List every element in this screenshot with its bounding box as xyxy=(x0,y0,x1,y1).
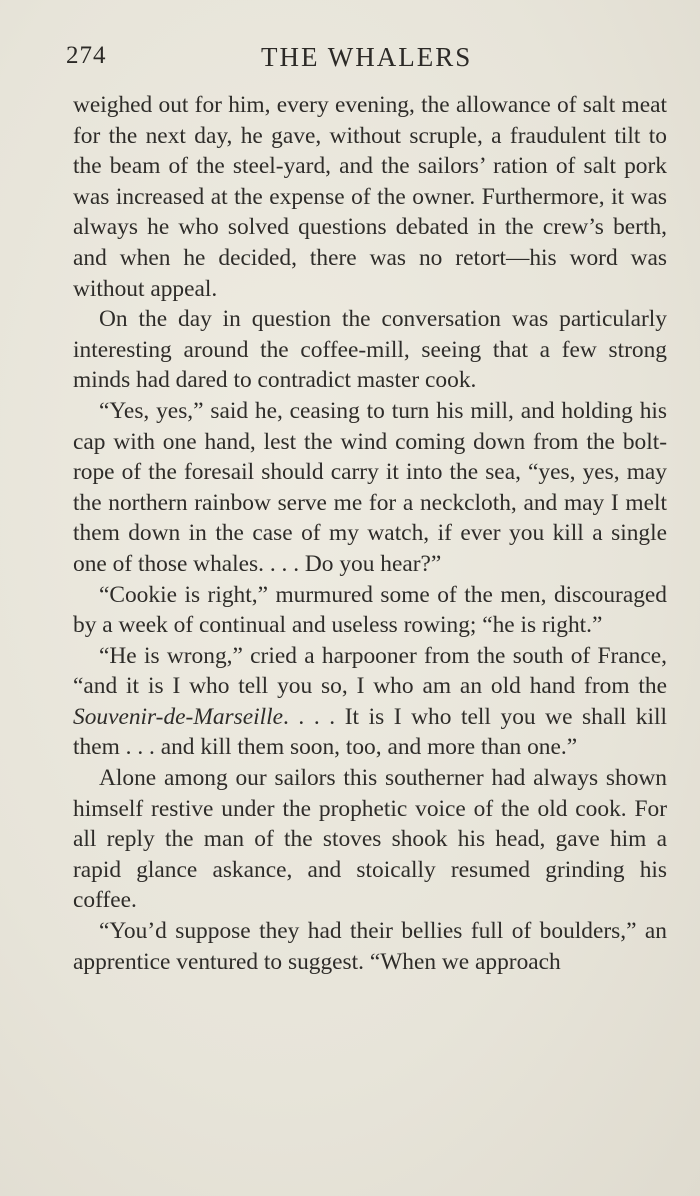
page-header xyxy=(66,42,666,78)
page-number: 274 xyxy=(66,42,107,69)
paragraph: “Cookie is right,” murmured some of the men, discouraged by a week of continual and useless rowing; “he is right.” xyxy=(73,581,667,639)
paragraph: “You’d suppose they had their bellies full of boulders,” an apprentice ventured to suggest. “When we approach xyxy=(73,918,667,975)
paragraph: On the day in question the conversation was particularly interesting around the coffee-mill, seeing that a few strong minds had dared to contradict master cook. xyxy=(73,306,667,394)
paragraph xyxy=(73,641,667,763)
running-title: THE WHALERS xyxy=(261,42,473,72)
paragraph-text-before: “He is wrong,” cried a harpooner from the south of France, “and it is I who tell you so, I who am an old hand from the xyxy=(73,642,667,700)
ship-name-italic: Souvenir-de-Marseille xyxy=(73,703,283,730)
paragraph: “Yes, yes,” said he, ceasing to turn his mill, and holding his cap with one hand, lest the wind coming down from the bolt-rope of the foresail should carry it into the sea, “yes, yes, may the northern rainbow serve me for a neckcloth, and may I melt them down in the case of my watch, if ever you kill a single one of those whales. . . . Do you hear?” xyxy=(73,397,667,577)
body-text xyxy=(73,90,667,977)
paragraph-text-after: . . . . It is I who tell you we shall kill them . . . and kill them soon, too, and more than one.” xyxy=(73,703,667,761)
paragraph: weighed out for him, every evening, the allowance of salt meat for the next day, he gave, without scruple, a fraudulent tilt to the beam of the steel-yard, and the sailors’ ration of salt pork was increased at the expense of the owner. Furthermore, it was always he who solved questions debated in the crew’s berth, and when he decided, there was no retort—his word was without appeal. xyxy=(73,92,667,302)
paragraph: Alone among our sailors this southerner had always shown himself restive under the prophetic voice of the old cook. For all reply the man of the stoves shook his head, gave him a rapid glance askance, and stoically resumed grinding his coffee. xyxy=(73,765,667,914)
